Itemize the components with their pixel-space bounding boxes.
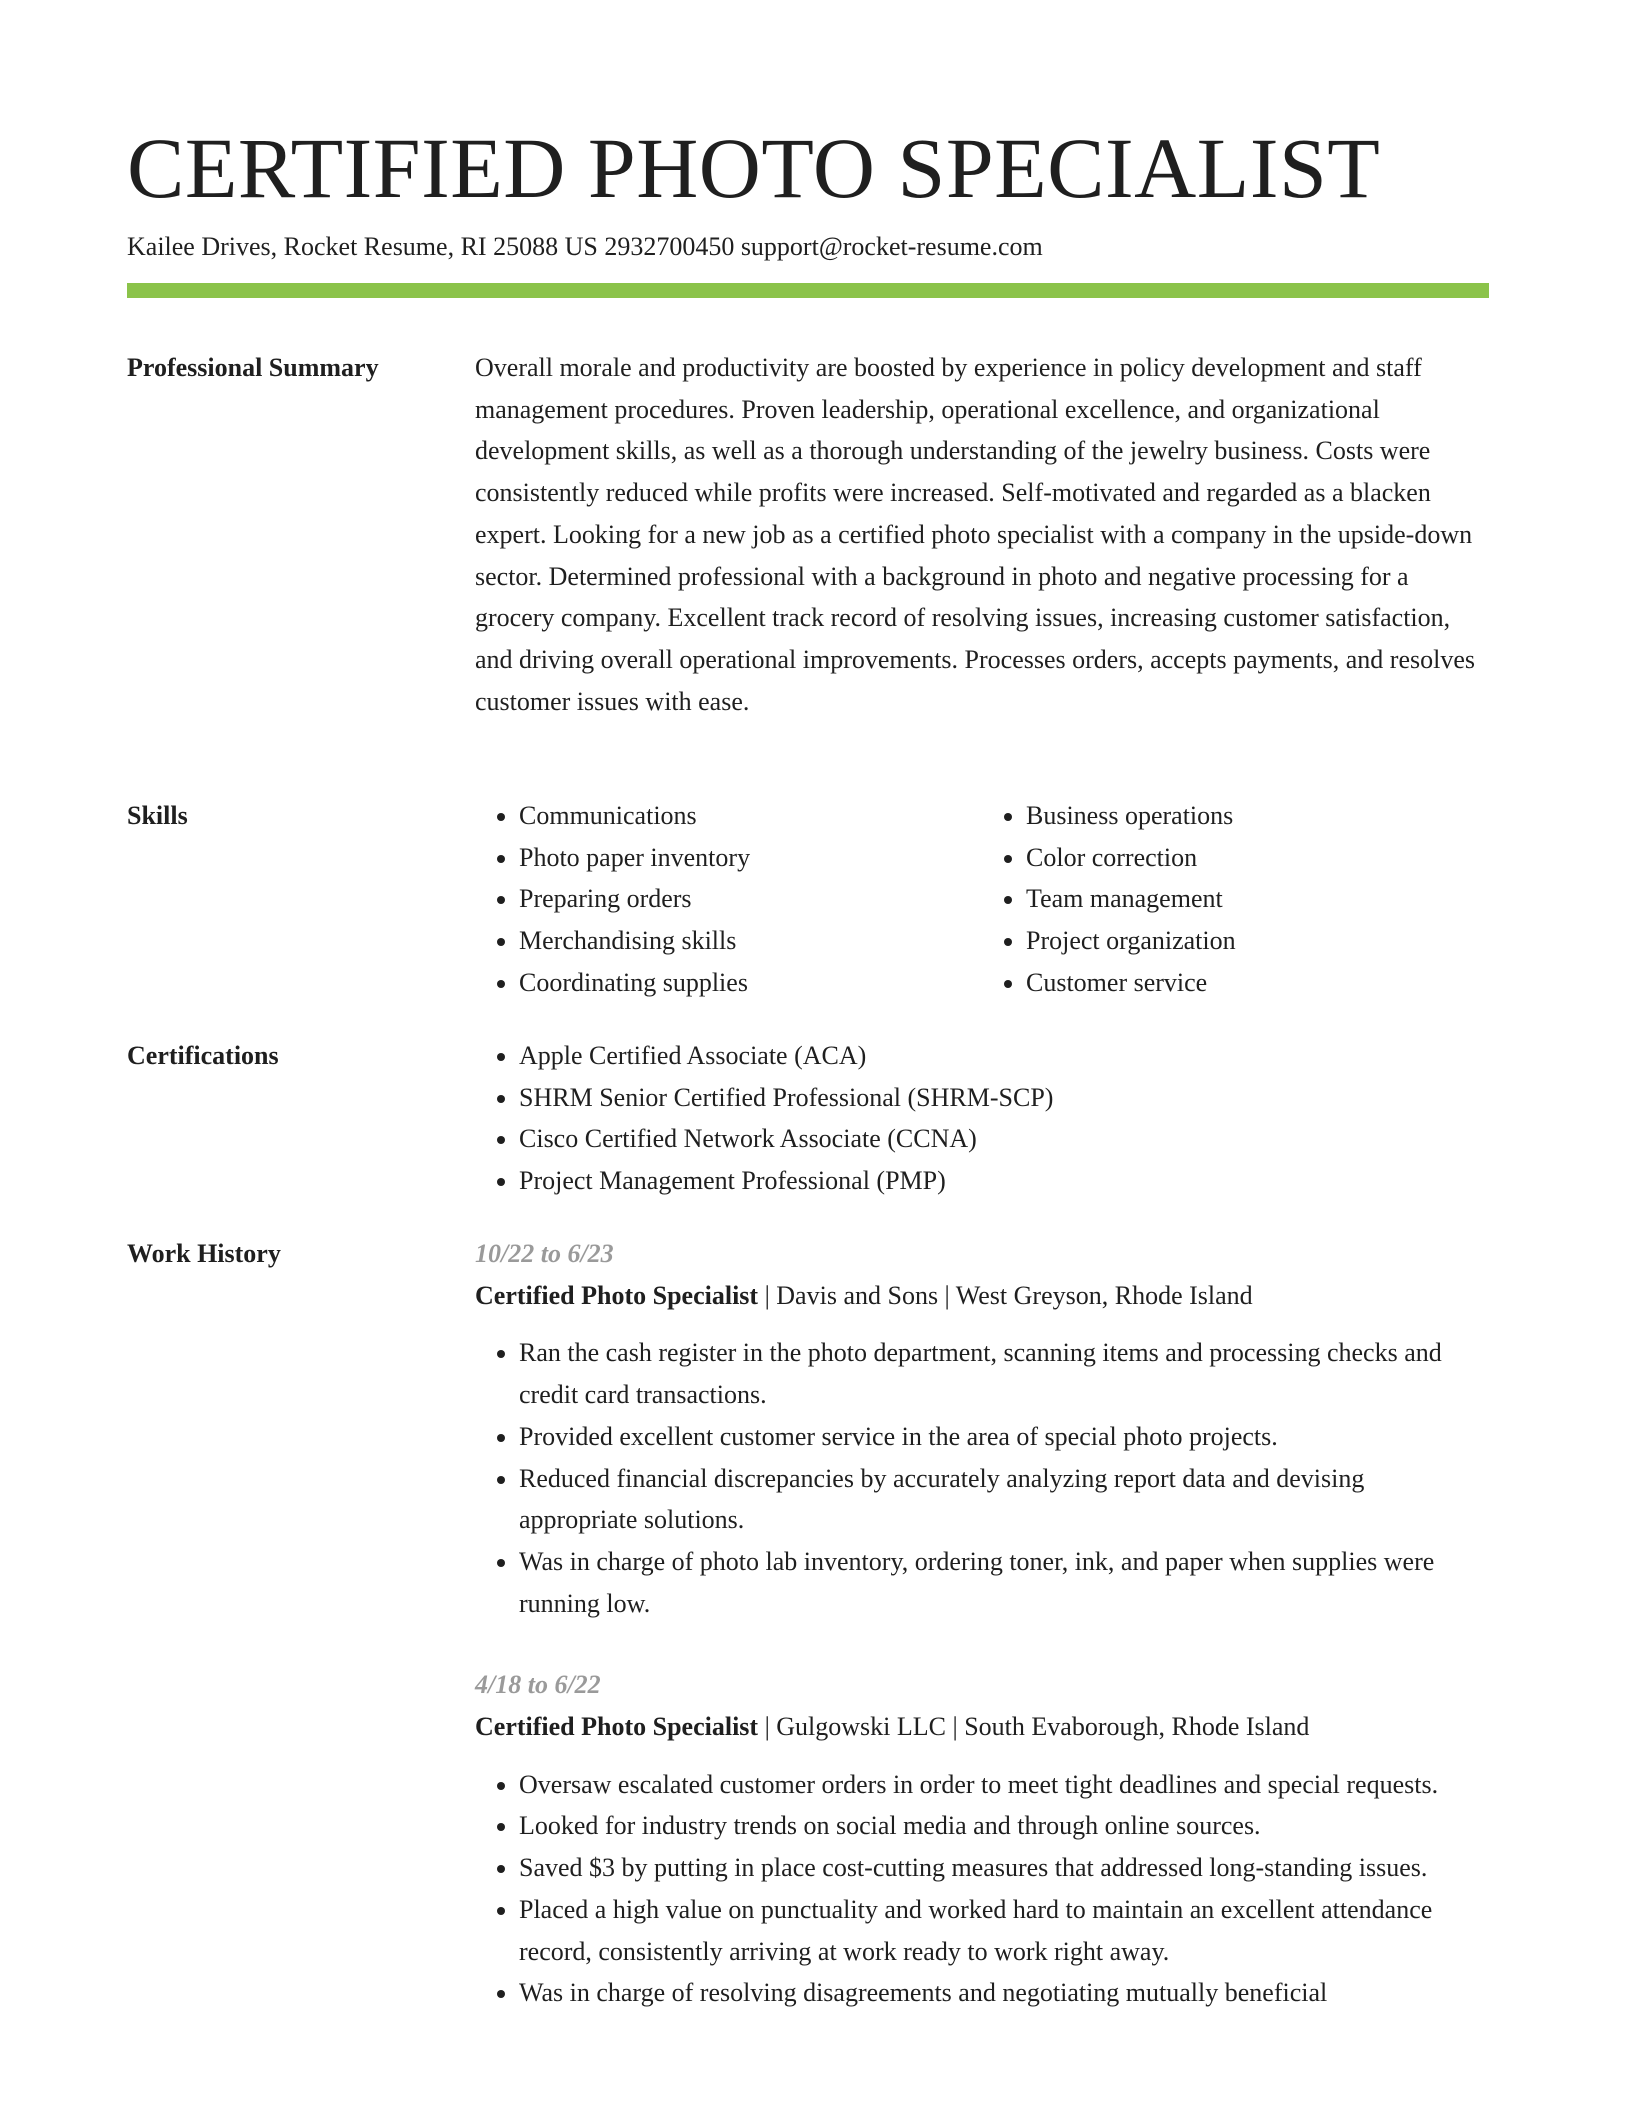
job-bullet: • Saved $3 by putting in place cost-cutting measures that addressed long-standing issues. [519, 1847, 1489, 1889]
work-history-section [475, 1233, 1489, 2014]
contact-phone: 2932700450 [604, 232, 735, 261]
job-bullet: • Was in charge of photo lab inventory, ordering toner, ink, and paper when supplies were running low. [519, 1541, 1489, 1624]
summary-text: Overall morale and productivity are boosted by experience in policy development and staff management procedures. Proven leadership, operational excellence, and organizational development skills, as well as a thorough understanding of the jewelry business. Costs were consistently reduced while profits were increased. Self-motivated and regarded as a blacken expert. Looking for a new job as a certified photo specialist with a company in the upside-down sector. Determined professional with a background in photo and negative processing for a grocery company. Excellent track record of resolving issues, increasing customer satisfaction, and driving overall operational improvements. Processes orders, accepts payments, and resolves customer issues with ease. [475, 353, 1475, 716]
job-bullet: • Ran the cash register in the photo department, scanning items and processing checks and credit card transactions. [519, 1332, 1489, 1415]
skill-item: • Color correction [1026, 837, 1489, 879]
certifications-heading: Certifications [127, 1041, 279, 1070]
job-bullet: • Looked for industry trends on social media and through online sources. [519, 1805, 1489, 1847]
job-entry [475, 1233, 1489, 1624]
job-bullets [475, 1332, 1489, 1624]
skills-list-left [475, 795, 982, 1004]
skill-item: • Communications [519, 795, 982, 837]
job-bullet: • Placed a high value on punctuality and worked hard to maintain an excellent attendance record, consistently arriving at work ready to work right away. [519, 1889, 1489, 1972]
certification-item: • Project Management Professional (PMP) [519, 1160, 1489, 1202]
job-bullet: • Was in charge of resolving disagreements and negotiating mutually beneficial [519, 1972, 1489, 2014]
contact-line [127, 230, 1043, 264]
skill-item: • Customer service [1026, 962, 1489, 1004]
job-title: Certified Photo Specialist [475, 1280, 759, 1310]
contact-email: support@rocket-resume.com [740, 232, 1043, 261]
skill-item: • Photo paper inventory [519, 837, 982, 879]
job-bullets [475, 1764, 1489, 2014]
certification-item: • Apple Certified Associate (ACA) [519, 1035, 1489, 1077]
skill-item: • Preparing orders [519, 878, 982, 920]
job-dates: 4/18 to 6/22 [475, 1670, 601, 1700]
job-header [475, 1706, 1489, 1748]
skill-item: • Coordinating supplies [519, 962, 982, 1004]
job-bullet: • Oversaw escalated customer orders in order to meet tight deadlines and special requests. [519, 1764, 1489, 1806]
job-header [475, 1275, 1489, 1317]
job-bullet: • Reduced financial discrepancies by accurately analyzing report data and devising appropriate solutions. [519, 1458, 1489, 1541]
summary-section [475, 347, 1489, 722]
summary-heading: Professional Summary [127, 353, 379, 382]
job-details: | Gulgowski LLC | South Evaborough, Rhode Island [758, 1712, 1310, 1742]
certification-item: • SHRM Senior Certified Professional (SHRM-SCP) [519, 1077, 1489, 1119]
skills-section [475, 795, 1489, 1004]
certifications-section [475, 1035, 1489, 1202]
skill-item: • Team management [1026, 878, 1489, 920]
job-title: Certified Photo Specialist [475, 1712, 759, 1742]
skill-item: • Merchandising skills [519, 920, 982, 962]
job-dates: 10/22 to 6/23 [475, 1239, 614, 1268]
contact-address: Kailee Drives, Rocket Resume, RI 25088 US [127, 232, 598, 261]
skills-list-right [982, 795, 1489, 1004]
skills-heading: Skills [127, 801, 188, 830]
job-bullet: • Provided excellent customer service in the area of special photo projects. [519, 1416, 1489, 1458]
job-entry [475, 1664, 1489, 2014]
certifications-list [475, 1035, 1489, 1202]
certification-item: • Cisco Certified Network Associate (CCNA) [519, 1118, 1489, 1160]
accent-divider [127, 283, 1489, 298]
skills-columns [475, 795, 1489, 1004]
job-details: | Davis and Sons | West Greyson, Rhode Island [758, 1280, 1253, 1310]
skill-item: • Business operations [1026, 795, 1489, 837]
resume-title: CERTIFIED PHOTO SPECIALIST [127, 120, 1381, 216]
work-history-heading: Work History [127, 1239, 281, 1268]
skill-item: • Project organization [1026, 920, 1489, 962]
